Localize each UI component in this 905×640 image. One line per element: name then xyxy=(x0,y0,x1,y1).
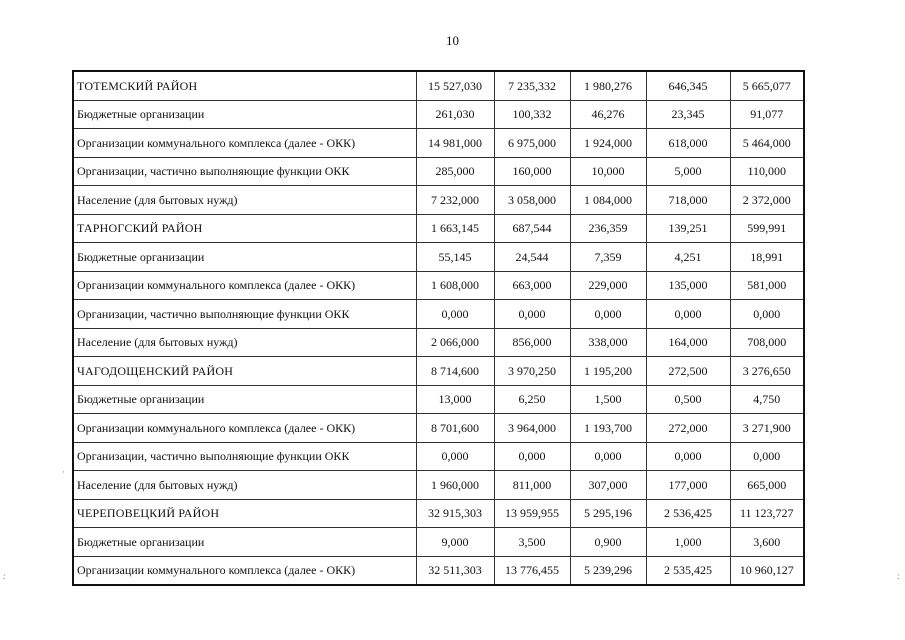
table-body xyxy=(73,71,804,585)
region-row xyxy=(73,214,804,243)
value-cell-col-3: 46,276 xyxy=(570,100,646,129)
value-cell-col-5: 2 372,000 xyxy=(730,186,804,215)
value-cell-col-1: 285,000 xyxy=(416,157,494,186)
category-name-cell: Организации коммунального комплекса (далее - ОКК) xyxy=(73,556,416,585)
value-cell-col-3: 5 295,196 xyxy=(570,499,646,528)
value-cell-col-5: 599,991 xyxy=(730,214,804,243)
table-row xyxy=(73,385,804,414)
table-row xyxy=(73,186,804,215)
value-cell-col-2: 3 970,250 xyxy=(494,357,570,386)
value-cell-col-2: 100,332 xyxy=(494,100,570,129)
value-cell-col-3: 229,000 xyxy=(570,271,646,300)
value-cell-col-3: 1 924,000 xyxy=(570,129,646,158)
value-cell-col-2: 3,500 xyxy=(494,528,570,557)
table-row xyxy=(73,471,804,500)
value-cell-col-4: 0,000 xyxy=(646,442,730,471)
value-cell-col-5: 3 271,900 xyxy=(730,414,804,443)
category-name-cell: Бюджетные организации xyxy=(73,243,416,272)
value-cell-col-4: 2 536,425 xyxy=(646,499,730,528)
table-row xyxy=(73,300,804,329)
value-cell-col-2: 0,000 xyxy=(494,300,570,329)
value-cell-col-5: 665,000 xyxy=(730,471,804,500)
region-name-cell: ТОТЕМСКИЙ РАЙОН xyxy=(73,71,416,100)
value-cell-col-1: 1 960,000 xyxy=(416,471,494,500)
category-name-cell: Организации коммунального комплекса (далее - ОКК) xyxy=(73,129,416,158)
category-name-cell: Население (для бытовых нужд) xyxy=(73,186,416,215)
consumption-table xyxy=(72,70,805,586)
value-cell-col-2: 7 235,332 xyxy=(494,71,570,100)
category-name-cell: Население (для бытовых нужд) xyxy=(73,328,416,357)
table-row xyxy=(73,129,804,158)
value-cell-col-2: 663,000 xyxy=(494,271,570,300)
region-row xyxy=(73,499,804,528)
value-cell-col-1: 13,000 xyxy=(416,385,494,414)
value-cell-col-1: 261,030 xyxy=(416,100,494,129)
value-cell-col-4: 164,000 xyxy=(646,328,730,357)
table-row xyxy=(73,528,804,557)
value-cell-col-2: 3 964,000 xyxy=(494,414,570,443)
value-cell-col-4: 23,345 xyxy=(646,100,730,129)
value-cell-col-5: 3 276,650 xyxy=(730,357,804,386)
scan-artifact-left: : xyxy=(3,571,6,581)
value-cell-col-3: 236,359 xyxy=(570,214,646,243)
value-cell-col-3: 1 084,000 xyxy=(570,186,646,215)
scan-artifact-right: : xyxy=(897,571,900,581)
value-cell-col-4: 0,500 xyxy=(646,385,730,414)
value-cell-col-1: 1 608,000 xyxy=(416,271,494,300)
value-cell-col-2: 0,000 xyxy=(494,442,570,471)
table-row xyxy=(73,328,804,357)
table-row xyxy=(73,157,804,186)
value-cell-col-3: 1 195,200 xyxy=(570,357,646,386)
document-table-container xyxy=(72,70,803,586)
value-cell-col-1: 7 232,000 xyxy=(416,186,494,215)
category-name-cell: Бюджетные организации xyxy=(73,100,416,129)
value-cell-col-1: 55,145 xyxy=(416,243,494,272)
region-name-cell: ТАРНОГСКИЙ РАЙОН xyxy=(73,214,416,243)
value-cell-col-3: 5 239,296 xyxy=(570,556,646,585)
value-cell-col-3: 7,359 xyxy=(570,243,646,272)
value-cell-col-1: 15 527,030 xyxy=(416,71,494,100)
table-row xyxy=(73,442,804,471)
value-cell-col-3: 0,900 xyxy=(570,528,646,557)
value-cell-col-1: 14 981,000 xyxy=(416,129,494,158)
value-cell-col-1: 0,000 xyxy=(416,300,494,329)
value-cell-col-5: 110,000 xyxy=(730,157,804,186)
value-cell-col-1: 9,000 xyxy=(416,528,494,557)
value-cell-col-4: 139,251 xyxy=(646,214,730,243)
value-cell-col-1: 2 066,000 xyxy=(416,328,494,357)
value-cell-col-1: 0,000 xyxy=(416,442,494,471)
value-cell-col-1: 1 663,145 xyxy=(416,214,494,243)
table-row xyxy=(73,243,804,272)
region-row xyxy=(73,71,804,100)
value-cell-col-2: 160,000 xyxy=(494,157,570,186)
value-cell-col-5: 91,077 xyxy=(730,100,804,129)
value-cell-col-3: 10,000 xyxy=(570,157,646,186)
category-name-cell: Бюджетные организации xyxy=(73,385,416,414)
value-cell-col-5: 5 464,000 xyxy=(730,129,804,158)
category-name-cell: Организации коммунального комплекса (далее - ОКК) xyxy=(73,271,416,300)
category-name-cell: Население (для бытовых нужд) xyxy=(73,471,416,500)
value-cell-col-1: 32 915,303 xyxy=(416,499,494,528)
value-cell-col-2: 6,250 xyxy=(494,385,570,414)
value-cell-col-2: 6 975,000 xyxy=(494,129,570,158)
value-cell-col-3: 0,000 xyxy=(570,300,646,329)
value-cell-col-2: 24,544 xyxy=(494,243,570,272)
value-cell-col-3: 1 980,276 xyxy=(570,71,646,100)
value-cell-col-4: 0,000 xyxy=(646,300,730,329)
value-cell-col-4: 1,000 xyxy=(646,528,730,557)
value-cell-col-5: 0,000 xyxy=(730,300,804,329)
value-cell-col-5: 581,000 xyxy=(730,271,804,300)
value-cell-col-5: 3,600 xyxy=(730,528,804,557)
value-cell-col-2: 811,000 xyxy=(494,471,570,500)
value-cell-col-4: 5,000 xyxy=(646,157,730,186)
scan-artifact-margin: · xyxy=(62,467,65,477)
value-cell-col-3: 0,000 xyxy=(570,442,646,471)
value-cell-col-4: 272,000 xyxy=(646,414,730,443)
value-cell-col-5: 11 123,727 xyxy=(730,499,804,528)
value-cell-col-2: 13 776,455 xyxy=(494,556,570,585)
category-name-cell: Организации коммунального комплекса (далее - ОКК) xyxy=(73,414,416,443)
region-name-cell: ЧАГОДОЩЕНСКИЙ РАЙОН xyxy=(73,357,416,386)
value-cell-col-4: 646,345 xyxy=(646,71,730,100)
value-cell-col-1: 32 511,303 xyxy=(416,556,494,585)
value-cell-col-1: 8 701,600 xyxy=(416,414,494,443)
region-row xyxy=(73,357,804,386)
table-row xyxy=(73,556,804,585)
value-cell-col-1: 8 714,600 xyxy=(416,357,494,386)
value-cell-col-4: 718,000 xyxy=(646,186,730,215)
value-cell-col-4: 2 535,425 xyxy=(646,556,730,585)
category-name-cell: Организации, частично выполняющие функции ОКК xyxy=(73,157,416,186)
value-cell-col-2: 13 959,955 xyxy=(494,499,570,528)
value-cell-col-5: 10 960,127 xyxy=(730,556,804,585)
category-name-cell: Организации, частично выполняющие функции ОКК xyxy=(73,300,416,329)
value-cell-col-3: 1 193,700 xyxy=(570,414,646,443)
value-cell-col-5: 4,750 xyxy=(730,385,804,414)
value-cell-col-2: 3 058,000 xyxy=(494,186,570,215)
category-name-cell: Бюджетные организации xyxy=(73,528,416,557)
value-cell-col-5: 0,000 xyxy=(730,442,804,471)
value-cell-col-2: 687,544 xyxy=(494,214,570,243)
value-cell-col-3: 307,000 xyxy=(570,471,646,500)
region-name-cell: ЧЕРЕПОВЕЦКИЙ РАЙОН xyxy=(73,499,416,528)
value-cell-col-4: 177,000 xyxy=(646,471,730,500)
value-cell-col-4: 618,000 xyxy=(646,129,730,158)
value-cell-col-4: 135,000 xyxy=(646,271,730,300)
table-row xyxy=(73,271,804,300)
value-cell-col-5: 18,991 xyxy=(730,243,804,272)
page-number: 10 xyxy=(446,33,459,48)
value-cell-col-5: 708,000 xyxy=(730,328,804,357)
table-row xyxy=(73,414,804,443)
category-name-cell: Организации, частично выполняющие функции ОКК xyxy=(73,442,416,471)
table-row xyxy=(73,100,804,129)
value-cell-col-3: 1,500 xyxy=(570,385,646,414)
value-cell-col-4: 272,500 xyxy=(646,357,730,386)
value-cell-col-3: 338,000 xyxy=(570,328,646,357)
value-cell-col-5: 5 665,077 xyxy=(730,71,804,100)
value-cell-col-4: 4,251 xyxy=(646,243,730,272)
value-cell-col-2: 856,000 xyxy=(494,328,570,357)
